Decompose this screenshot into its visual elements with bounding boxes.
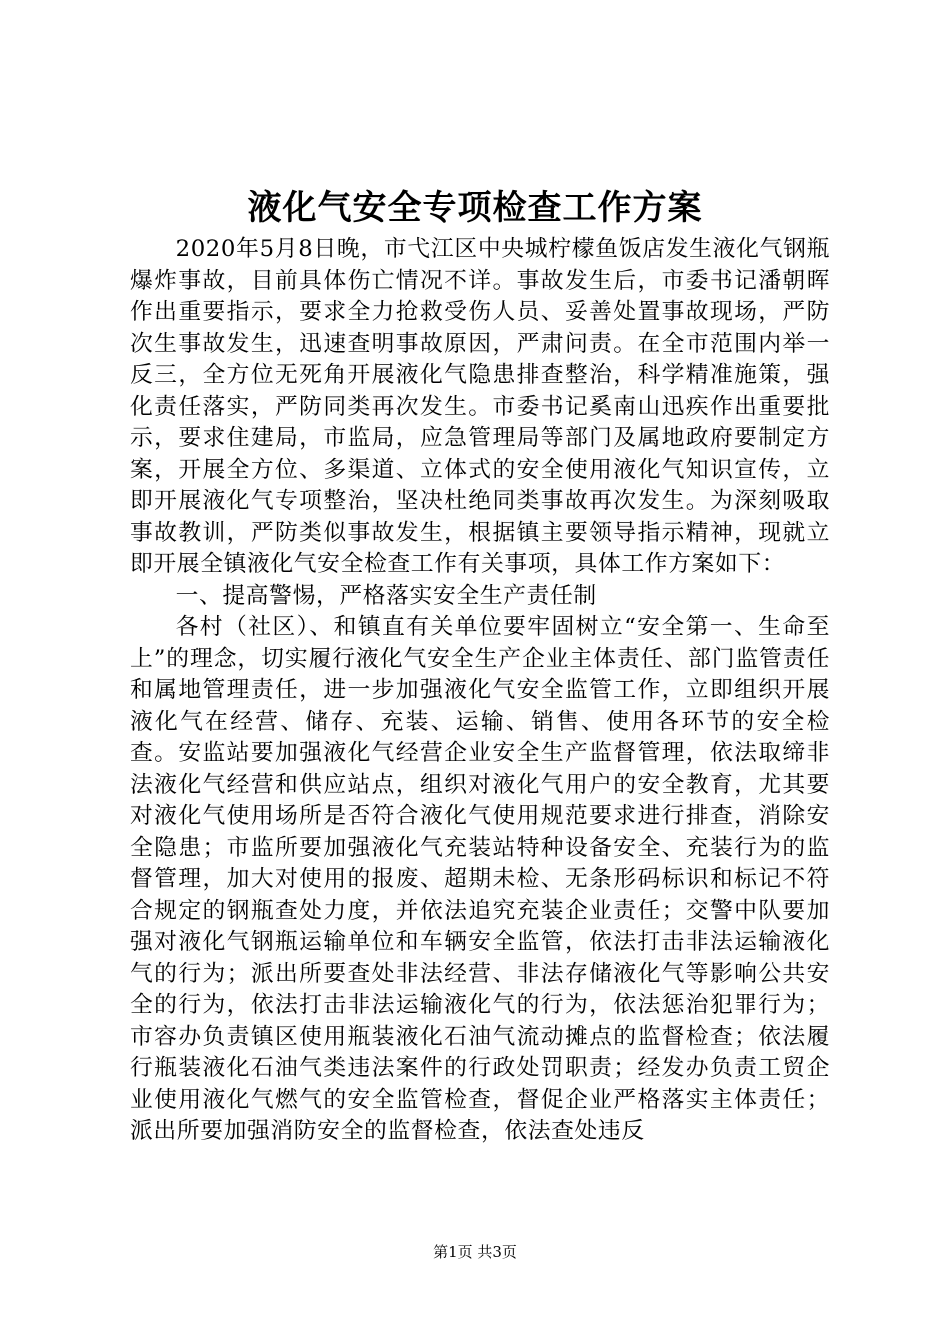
- page-footer: 第1页 共3页: [433, 1243, 517, 1261]
- section-heading-1: 一、提高警惕，严格落实安全生产责任制: [175, 582, 597, 609]
- paragraph-section-1: 各村（社区）、和镇直有关单位要牢固树立“安全第一、生命至上”的理念，切实履行液化气安全生产企业主体责任、部门监管责任和属地管理责任，进一步加强液化气安全监管工作，立即组织开展液化气在经营、储存、充装、运输、销售、使用各环节的安全检查。安监站要加强液化气经营企业安全生产监督管理，依法取缔非法液化气经营和供应站点，组织对液化气用户的安全教育，尤其要对液化气使用场所是否符合液化气使用规范要求进行排查，消除安全隐患；市监所要加强液化气充装站特种设备安全、充装行为的监督管理，加大对使用的报废、超期未检、无条形码标识和标记不符合规定的钢瓶查处力度，并依法追究充装企业责任；交警中队要加强对液化气钢瓶运输单位和车辆安全监管，依法打击非法运输液化气的行为；派出所要查处非法经营、非法存储液化气等影响公共安全的行为，依法打击非法运输液化气的行为，依法惩治犯罪行为；市容办负责镇区使用瓶装液化石油气流动摊点的监督检查；依法履行瓶装液化石油气类违法案件的行政处罚职责；经发办负责工贸企业使用液化气燃气的安全监管检查，督促企业严格落实主体责任；派出所要加强消防安全的监督检查，依法查处违反: [130, 614, 830, 1144]
- paragraph-intro: 2020年5月8日晚，市弋江区中央城柠檬鱼饭店发生液化气钢瓶爆炸事故，目前具体伤亡情况不详。事故发生后，市委书记潘朝晖作出重要指示，要求全力抢救受伤人员、妥善处置事故现场，严防次生事故发生，迅速查明事故原因，严肃问责。在全市范围内举一反三，全方位无死角开展液化气隐患排查整治，科学精准施策，强化责任落实，严防同类再次发生。市委书记奚南山迅疾作出重要批示，要求住建局，市监局，应急管理局等部门及属地政府要制定方案，开展全方位、多渠道、立体式的安全使用液化气知识宣传，立即开展液化气专项整治，坚决杜绝同类事故再次发生。为深刻吸取事故教训，严防类似事故发生，根据镇主要领导指示精神，现就立即开展全镇液化气安全检查工作有关事项，具体工作方案如下：: [130, 236, 830, 577]
- document-body: [130, 234, 830, 1148]
- document-title: 液化气安全专项检查工作方案: [247, 188, 703, 228]
